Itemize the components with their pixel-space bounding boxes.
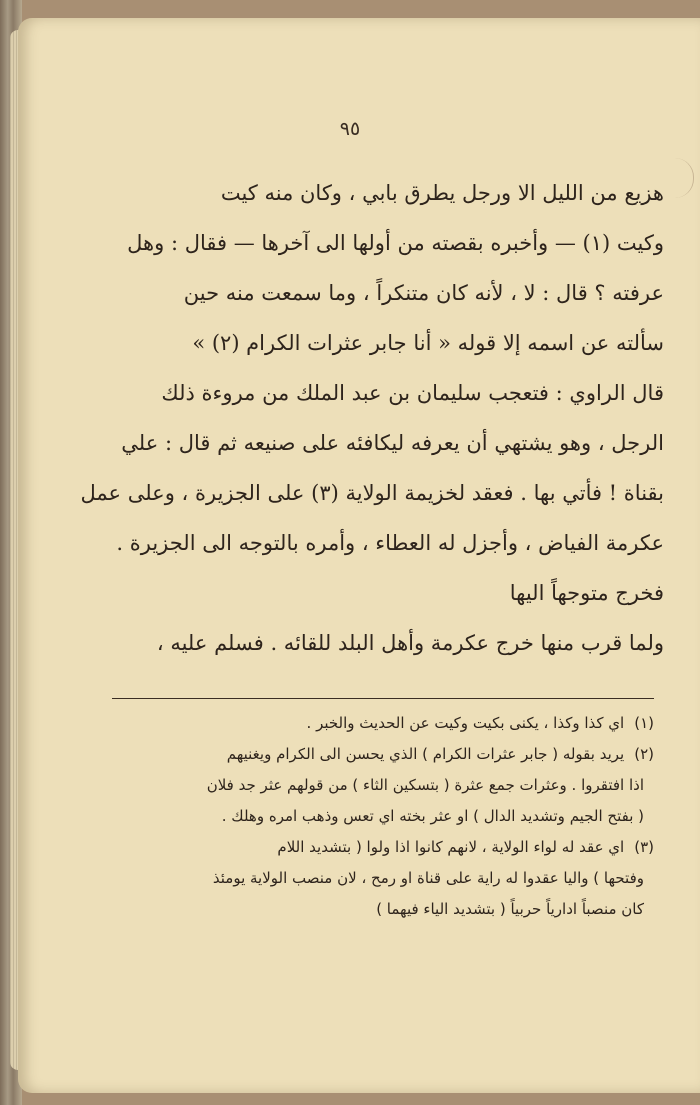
body-line: وكيت (١) — وأخبره بقصته من أولها الى آخرها — فقال : وهل xyxy=(127,231,664,255)
body-line: سألته عن اسمه إلا قوله « أنا جابر عثرات الكرام (٢) » xyxy=(192,331,664,355)
body-line: الرجل ، وهو يشتهي أن يعرفه ليكافئه على صنيعه ثم قال : علي xyxy=(121,431,664,455)
footnote-text: اي كذا وكذا ، يكنى بكيت وكيت عن الحديث والخبر . xyxy=(306,714,625,732)
body-line: قال الراوي : فتعجب سليمان بن عبد الملك من مروءة ذلك xyxy=(161,381,664,405)
footnote-number: (٢) xyxy=(634,745,654,763)
footnote-line xyxy=(112,832,654,863)
body-text xyxy=(80,168,664,668)
footnote-text: يريد بقوله ( جابر عثرات الكرام ) الذي يحسن الى الكرام ويغنيهم xyxy=(226,745,625,763)
footnote-line xyxy=(112,739,654,770)
footnote-text: ( بفتح الجيم وتشديد الدال ) او عثر بخته اي تعس وذهب امره وهلك . xyxy=(221,807,644,825)
footnote-number: (١) xyxy=(634,714,654,732)
footnote-line xyxy=(112,770,654,801)
body-line: بقناة ! فأتي بها . فعقد لخزيمة الولاية (٣) على الجزيرة ، وعلى عمل xyxy=(80,481,664,505)
body-line: فخرج متوجهاً اليها xyxy=(509,581,664,605)
footnotes xyxy=(112,708,654,925)
footnote-line xyxy=(112,894,654,925)
footnote-text: اذا افتقروا . وعثرات جمع عثرة ( بتسكين الثاء ) من قولهم عثر جد فلان xyxy=(206,776,644,794)
margin-pencil-mark xyxy=(675,158,694,198)
body-line: عرفته ؟ قال : لا ، لأنه كان متنكراً ، وما سمعت منه حين xyxy=(183,281,664,305)
body-line: عكرمة الفياض ، وأجزل له العطاء ، وأمره بالتوجه الى الجزيرة . xyxy=(116,531,664,555)
footnote-text: اي عقد له لواء الولاية ، لانهم كانوا اذا ولوا ( بتشديد اللام xyxy=(277,838,625,856)
footnote-text: كان منصباً ادارياً حربياً ( بتشديد الياء فيهما ) xyxy=(376,900,644,918)
footnote-line xyxy=(112,863,654,894)
footnote-number: (٣) xyxy=(634,838,654,856)
footnote-line xyxy=(112,801,654,832)
page-number: ٩٥ xyxy=(339,118,361,140)
footnote-text: وفتحها ) واليا عقدوا له راية على قناة او رمح ، لان منصب الولاية يومئذ xyxy=(212,869,644,887)
footnote-line xyxy=(112,708,654,739)
body-line: ولما قرب منها خرج عكرمة وأهل البلد للقائه . فسلم عليه ، xyxy=(156,631,664,655)
footnote-divider xyxy=(112,698,654,699)
body-line: هزيع من الليل الا ورجل يطرق بابي ، وكان منه كيت xyxy=(220,181,664,205)
